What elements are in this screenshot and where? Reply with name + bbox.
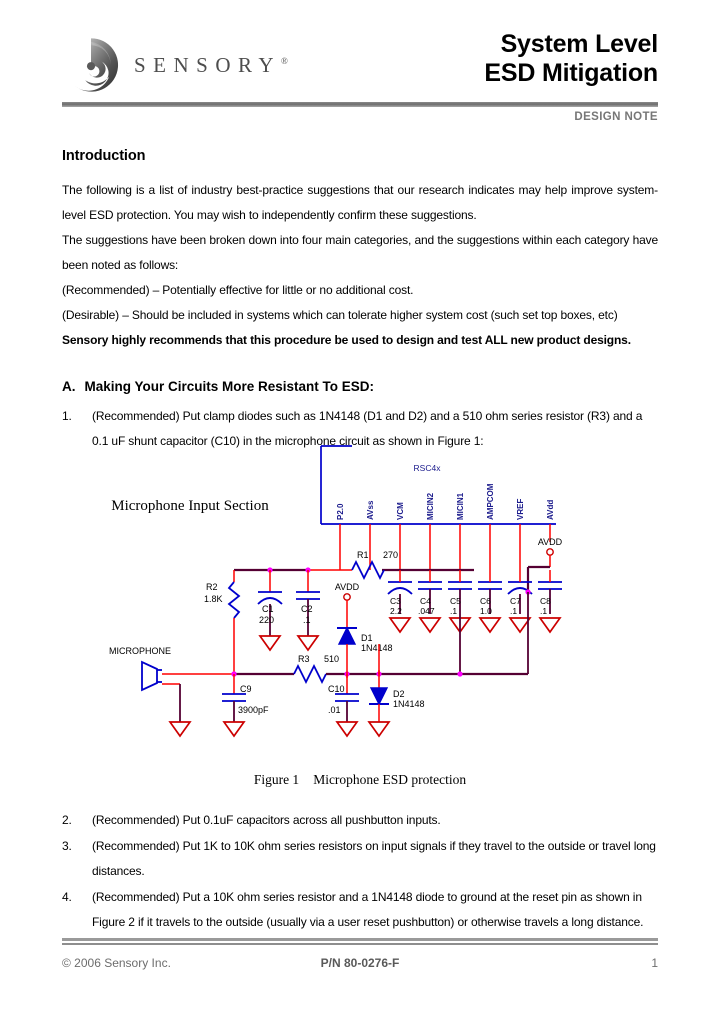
chip-pin-labels <box>336 483 555 520</box>
list-item-text: (Recommended) Put clamp diodes such as 1N4148 (D1 and D2) and a 510 ohm series resistor (R3) and a 0.1 uF shunt capacitor (C10) in the microphone circuit as shown in Figure 1: <box>92 409 643 448</box>
footer-divider-bottom <box>62 943 658 945</box>
intro-paragraph-4: (Desirable) – Should be included in systems which can tolerate higher system cost (such set top boxes, etc) <box>62 308 618 322</box>
document-title <box>258 30 658 88</box>
list-item-number: 1. <box>62 409 72 423</box>
pin-label-avdd: AVdd <box>546 499 555 520</box>
diode-symbol-d2 <box>371 688 387 704</box>
list-item <box>62 808 658 833</box>
component-c4 <box>418 570 442 632</box>
pin-label-vref: VREF <box>516 498 525 520</box>
component-value-c5: .1 <box>450 606 458 616</box>
section-a-items-2-4 <box>62 808 658 936</box>
figure-caption-label: Figure 1 <box>253 772 300 787</box>
footer-part-number: P/N 80-0276-F <box>320 956 400 970</box>
node-label-avdd-right: AVDD <box>537 537 563 547</box>
component-c6 <box>478 570 502 632</box>
component-value-r1: 270 <box>383 550 399 560</box>
component-label-r3: R3 <box>298 654 310 664</box>
footer-divider-top <box>62 938 658 941</box>
pin-label-micin1: MICIN1 <box>456 492 465 520</box>
diagram-title: Microphone Input Section <box>111 498 269 514</box>
figure-1 <box>62 432 658 794</box>
list-item-text: (Recommended) Put a 10K ohm series resistor and a 1N4148 diode to ground at the reset pin as shown in Figure 2 if it travels to the outside (usually via a user reset pushbutton) or otherwise travels a long distance. <box>92 890 644 929</box>
component-value-c10: .01 <box>328 705 341 715</box>
component-d2 <box>369 670 425 736</box>
title-line-1: System Level <box>500 30 658 58</box>
microphone-esd-circuit-schematic <box>62 432 658 772</box>
component-value-c2: .1 <box>303 615 311 625</box>
list-item-number: 3. <box>62 839 72 853</box>
component-c2 <box>296 567 320 650</box>
ground-symbol <box>260 636 280 650</box>
component-label-c8: C8 <box>540 596 551 606</box>
ground-symbol <box>298 636 318 650</box>
component-r1 <box>352 550 398 578</box>
page-header <box>62 30 658 123</box>
node-avdd-right <box>528 537 563 592</box>
list-item-number: 4. <box>62 890 72 904</box>
registered-mark-icon: ® <box>281 55 288 66</box>
component-label-c10: C10 <box>328 684 345 694</box>
component-value-c1: 220 <box>259 615 275 625</box>
intro-paragraph-1: The following is a list of industry best-practice suggestions that our research indicates may help improve system-level ESD protection. You may wish to independently confirm these suggestions. <box>62 183 658 222</box>
page-footer <box>62 938 658 974</box>
junction-dot <box>457 671 462 676</box>
component-c10 <box>328 671 359 736</box>
title-line-2: ESD Mitigation <box>484 59 658 87</box>
component-label-c3: C3 <box>390 596 401 606</box>
component-value-c6: 1.0 <box>480 606 492 616</box>
resistor-symbol-r1 <box>352 562 384 578</box>
component-value-c8: .1 <box>540 606 548 616</box>
component-value-c4: .047 <box>418 606 435 616</box>
component-value-c7: .1 <box>510 606 518 616</box>
component-label-c1: C1 <box>262 604 274 614</box>
component-value-r3: 510 <box>324 654 340 664</box>
terminal-circle-avdd-right <box>547 549 553 555</box>
component-label-microphone: MICROPHONE <box>108 646 172 656</box>
component-label-r2: R2 <box>206 582 218 592</box>
ground-symbol <box>170 722 190 736</box>
section-a-letter: A. <box>62 379 76 394</box>
figure-caption-text: Microphone ESD protection <box>313 772 467 787</box>
ground-symbol <box>369 722 389 736</box>
component-label-c5: C5 <box>450 596 461 606</box>
component-label-c9: C9 <box>240 684 252 694</box>
header-divider <box>62 102 658 107</box>
pin-label-micin2: MICIN2 <box>426 492 435 520</box>
terminal-circle-avdd-mid <box>344 594 350 600</box>
list-item-text: (Recommended) Put 0.1uF capacitors across all pushbutton inputs. <box>92 813 441 827</box>
component-label-r1: R1 <box>357 550 369 560</box>
ground-symbol <box>510 618 530 632</box>
section-a-heading <box>62 379 658 394</box>
ground-symbol <box>224 722 244 736</box>
intro-paragraph-5: Sensory highly recommends that this procedure be used to design and test ALL new product designs. <box>62 333 631 347</box>
document-body <box>62 148 658 455</box>
component-value-d1: 1N4148 <box>361 643 393 653</box>
logo-wordmark-text: SENSORY <box>134 52 282 77</box>
component-value-d2: 1N4148 <box>393 699 425 709</box>
capacitor-curved-plate-c3 <box>388 588 412 594</box>
section-a-item-list-lower <box>62 808 658 935</box>
pin-label-p20: P2.0 <box>336 503 345 520</box>
mic-signal-rail <box>231 671 294 676</box>
footer-content <box>62 956 658 974</box>
component-value-c3: 2.2 <box>390 606 402 616</box>
component-label-d2: D2 <box>393 689 405 699</box>
component-r2 <box>204 570 239 672</box>
intro-paragraph-3: (Recommended) – Potentially effective for little or no additional cost. <box>62 283 414 297</box>
pin-label-vcm: VCM <box>396 502 405 520</box>
component-label-d1: D1 <box>361 633 373 643</box>
figure-caption <box>62 772 658 788</box>
node-avdd-mid <box>335 582 360 628</box>
pin-label-avss: AVss <box>366 500 375 520</box>
ground-symbol <box>390 618 410 632</box>
component-microphone <box>109 646 234 736</box>
component-c8 <box>538 570 562 632</box>
component-c1 <box>258 567 282 650</box>
chip-label: RSC4x <box>413 463 441 473</box>
ground-symbol <box>540 618 560 632</box>
capacitor-bank <box>388 570 562 632</box>
microphone-symbol <box>142 662 157 690</box>
component-label-c4: C4 <box>420 596 431 606</box>
component-value-c9: 3900pF <box>238 705 269 715</box>
component-label-c2: C2 <box>301 604 313 614</box>
resistor-symbol-r3 <box>294 666 326 682</box>
document-subtitle: DESIGN NOTE <box>574 111 658 123</box>
intro-paragraph-2: The suggestions have been broken down into four main categories, and the suggestions within each category have been noted as follows: <box>62 233 658 272</box>
introduction-heading: Introduction <box>62 148 146 164</box>
component-value-r2: 1.8K <box>204 594 223 604</box>
list-item <box>62 885 658 935</box>
footer-page-number: 1 <box>651 956 658 970</box>
list-item-text: (Recommended) Put 1K to 10K ohm series resistors on input signals if they travel to the outside or travel long distances. <box>92 839 656 878</box>
node-label-avdd-mid: AVDD <box>334 582 360 592</box>
component-label-c6: C6 <box>480 596 491 606</box>
list-item-number: 2. <box>62 813 72 827</box>
section-a-title: Making Your Circuits More Resistant To ESD: <box>84 379 375 394</box>
ground-symbol <box>480 618 500 632</box>
footer-copyright: © 2006 Sensory Inc. <box>62 956 171 970</box>
spiral-logo-icon <box>62 36 120 94</box>
component-label-c7: C7 <box>510 596 521 606</box>
component-c9 <box>222 671 269 736</box>
component-c3 <box>388 570 412 632</box>
diode-symbol-d1 <box>339 628 355 644</box>
ground-symbol <box>420 618 440 632</box>
ground-symbol <box>337 722 357 736</box>
component-d1 <box>337 628 393 670</box>
list-item <box>62 834 658 884</box>
component-r3 <box>294 654 528 682</box>
pin-label-ampcom: AMPCOM <box>486 483 495 520</box>
resistor-symbol-r2 <box>229 582 239 618</box>
